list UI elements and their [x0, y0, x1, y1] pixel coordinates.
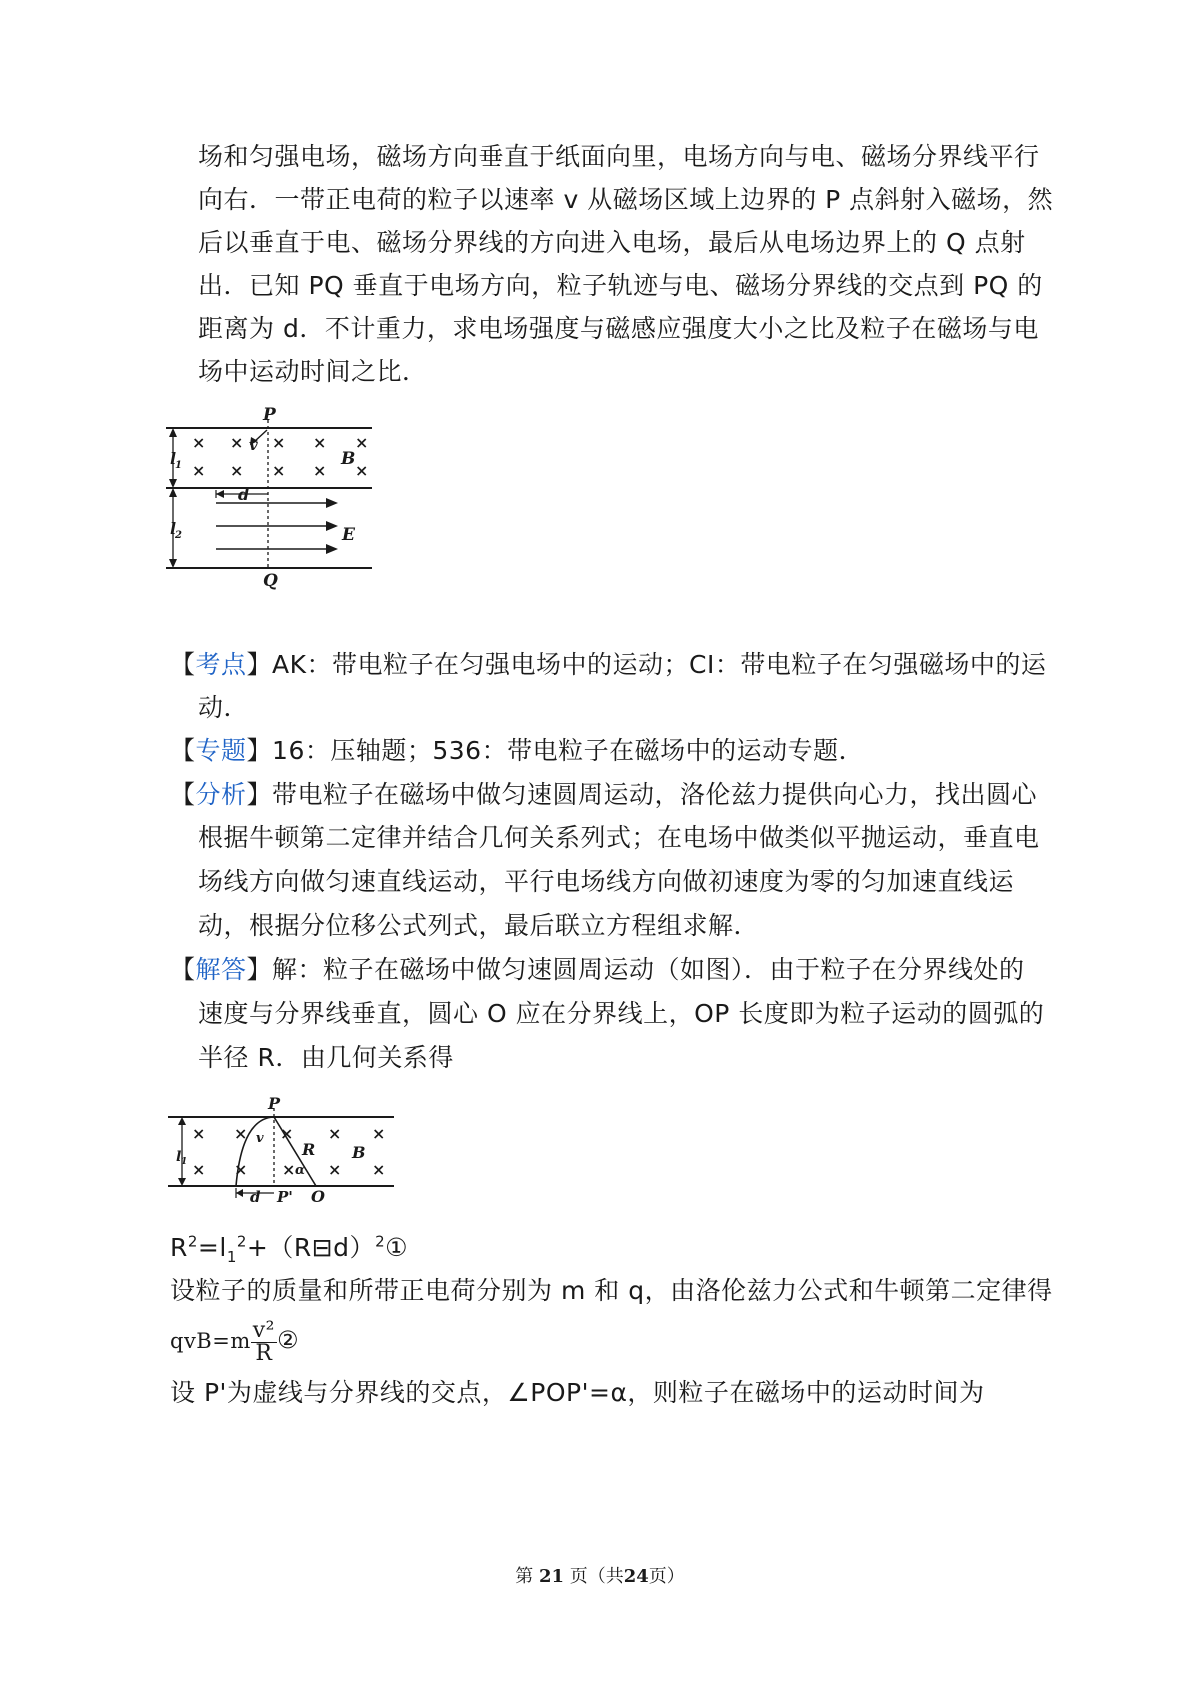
fenxi-text-1: 带电粒子在磁场中做匀速圆周运动，洛伦兹力提供向心力，找出圆心 [272, 780, 1038, 809]
label-l2-sub: 2 [175, 530, 182, 541]
eq2-fraction [251, 1320, 277, 1365]
cross-mark: × [372, 1160, 386, 1179]
kaodian-text-1: AK：带电粒子在匀强电场中的运动；CI：带电粒子在匀强磁场中的运 [272, 650, 1047, 679]
label-v: v [249, 436, 258, 454]
eq1-mark: ① [385, 1233, 409, 1262]
eq1-l-sub: 1 [226, 1248, 237, 1266]
kaodian-line-1 [170, 648, 1046, 682]
problem-line-5: 距离为 d．不计重力，求电场强度与磁感应强度大小之比及粒子在磁场与电 [198, 314, 1039, 343]
fenxi-line-4: 动，根据分位移公式列式，最后联立方程组求解． [198, 911, 760, 940]
bracket-open: 【 [170, 650, 196, 679]
label-B: B [341, 449, 356, 469]
fenxi-tag: 分析 [195, 780, 247, 809]
text-angle: 设 P'为虚线与分界线的交点，∠POP'=α，则粒子在磁场中的运动时间为 [170, 1378, 985, 1407]
jieda-line-3: 半径 R．由几何关系得 [198, 1043, 454, 1072]
label-B: B [352, 1143, 366, 1162]
cross-mark: × [272, 461, 286, 480]
problem-line-1: 场和匀强电场，磁场方向垂直于纸面向里，电场方向与电、磁场分界线平行 [198, 142, 1040, 171]
jieda-line-2: 速度与分界线垂直，圆心 O 应在分界线上，OP 长度即为粒子运动的圆弧的 [198, 999, 1045, 1028]
cross-mark: × [328, 1124, 342, 1143]
label-d: d [250, 1188, 261, 1206]
label-P: P [268, 1094, 281, 1113]
problem-line-3: 后以垂直于电、磁场分界线的方向进入电场，最后从电场边界上的 Q 点射 [198, 228, 1026, 257]
cross-mark: × [355, 433, 369, 452]
page-footer [0, 1562, 1200, 1588]
cross-mark: × [234, 1160, 248, 1179]
cross-mark: × [230, 433, 244, 452]
label-l1: l [170, 449, 177, 468]
fenxi-line-3: 场线方向做匀速直线运动，平行电场线方向做初速度为零的匀加速直线运 [198, 867, 1015, 896]
bracket-close: 】 [246, 650, 273, 679]
bracket-open: 【 [170, 780, 196, 809]
label-l1: l [176, 1149, 182, 1165]
zhuanti-tag: 专题 [195, 736, 247, 765]
label-l1-sub: 1 [181, 1157, 188, 1167]
cross-mark: × [372, 1124, 386, 1143]
fenxi-line-1 [170, 778, 1037, 812]
text-mass-charge: 设粒子的质量和所带正电荷分别为 m 和 q，由洛伦兹力公式和牛顿第二定律得 [170, 1276, 1053, 1305]
eq1-sup2: 2 [375, 1232, 386, 1251]
eq2-numerator: v² [252, 1318, 275, 1343]
label-d: d [238, 485, 250, 504]
label-alpha: α [295, 1163, 306, 1178]
footer-mid: 页（共 [569, 1566, 624, 1587]
field-diagram-2 [162, 1090, 402, 1210]
bracket-close: 】 [246, 736, 273, 765]
kaodian-line-2: 动． [198, 693, 250, 722]
problem-line-2: 向右．一带正电荷的粒子以速率 v 从磁场区域上边界的 P 点斜射入磁场，然 [198, 185, 1054, 214]
kaodian-tag: 考点 [195, 650, 247, 679]
jieda-text-1: 解：粒子在磁场中做匀速圆周运动（如图）．由于粒子在分界线处的 [272, 955, 1025, 984]
bracket-close: 】 [246, 780, 273, 809]
eq1-R-sup: 2 [187, 1232, 198, 1251]
label-Q: Q [263, 571, 278, 591]
cross-mark: × [192, 461, 206, 480]
label-v: v [256, 1131, 264, 1146]
cross-mark: × [192, 1124, 206, 1143]
cross-mark: × [192, 433, 206, 452]
cross-mark: × [355, 461, 369, 480]
bracket-open: 【 [170, 736, 196, 765]
eq1-rest: +（R⊟d） [246, 1233, 376, 1262]
jieda-line-1 [170, 953, 1025, 987]
eq2-mark: ② [277, 1326, 300, 1354]
field-diagram-1 [160, 400, 380, 595]
zhuanti-line-1 [170, 734, 864, 768]
cross-mark: × [234, 1124, 248, 1143]
cross-mark: × [280, 1124, 294, 1143]
label-P: P [263, 405, 276, 425]
eq2-lhs: qvB=m [170, 1329, 251, 1353]
bracket-close: 】 [246, 955, 273, 984]
equation-1 [170, 1231, 408, 1265]
equation-2 [170, 1316, 299, 1365]
cross-mark: × [313, 461, 327, 480]
eq1-l-sup: 2 [236, 1232, 247, 1251]
cross-mark: × [230, 461, 244, 480]
problem-line-4: 出．已知 PQ 垂直于电场方向，粒子轨迹与电、磁场分界线的交点到 PQ 的 [198, 271, 1043, 300]
total-pages: 24 [623, 1566, 649, 1587]
label-P-prime: P' [277, 1188, 293, 1206]
cross-mark: × [328, 1160, 342, 1179]
cross-mark: × [313, 433, 327, 452]
fenxi-line-2: 根据牛顿第二定律并结合几何关系列式；在电场中做类似平抛运动，垂直电 [198, 823, 1040, 852]
zhuanti-text-1: 16：压轴题；536：带电粒子在磁场中的运动专题． [272, 736, 865, 765]
label-l1-sub: 1 [175, 460, 182, 471]
cross-mark: × [282, 1160, 296, 1179]
eq1-eq: =l [197, 1233, 227, 1262]
cross-mark: × [272, 433, 286, 452]
cross-mark: × [192, 1160, 206, 1179]
page-number: 21 [538, 1566, 564, 1587]
label-l2: l [170, 519, 177, 538]
eq1-R: R [170, 1233, 188, 1262]
problem-line-6: 场中运动时间之比． [198, 357, 428, 386]
footer-post: 页） [648, 1566, 685, 1587]
label-E: E [342, 525, 355, 545]
jieda-tag: 解答 [195, 955, 247, 984]
eq2-denominator: R [255, 1341, 273, 1366]
label-R: R [302, 1140, 316, 1159]
footer-pre: 第 [515, 1566, 534, 1587]
label-O: O [311, 1187, 325, 1206]
bracket-open: 【 [170, 955, 196, 984]
